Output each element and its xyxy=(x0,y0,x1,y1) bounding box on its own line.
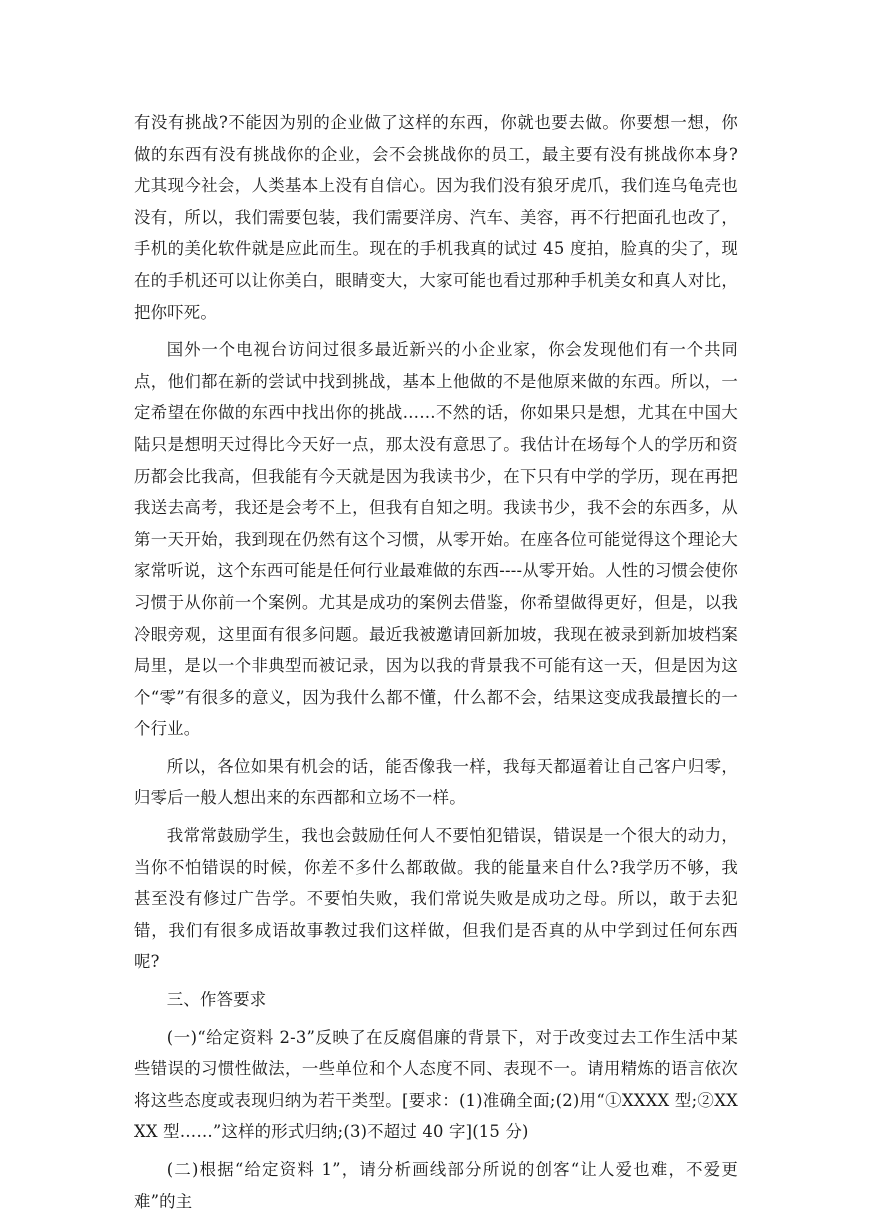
paragraph-challenge-continuation: 有没有挑战?不能因为别的企业做了这样的东西，你就也要去做。你要想一想，你做的东西有没有挑战你的企业，会不会挑战你的员工，最主要有没有挑战你本身?尤其现今社会，人类基本上没有自信心。因为我们没有狼牙虎爪，我们连乌龟壳也没有，所以，我们需要包装，我们需要洋房、汽车、美容，再不行把面孔也改了，手机的美化软件就是应此而生。现在的手机我真的试过 45 度拍，脸真的尖了，现在的手机还可以让你美白，眼睛变大，大家可能也看过那种手机美女和真人对比，把你吓死。 xyxy=(134,113,738,322)
question-two: (二)根据“给定资料 1”，请分析画线部分所说的创客“让人爱也难，不爱更难”的主 xyxy=(134,1160,738,1211)
question-one: (一)“给定资料 2-3”反映了在反腐倡廉的背景下，对于改变过去工作生活中某些错误的习惯性做法，一些单位和个人态度不同、表现不一。请用精炼的语言依次将这些态度或表现归纳为若干类型。[要求：(1)准确全面;(2)用“①XXXX 型;②XXXX 型……”这样的形式归纳;(3)不超过 40 字](15 分) xyxy=(134,1027,738,1142)
paragraph-start-from-zero: 国外一个电视台访问过很多最近新兴的小企业家，你会发现他们有一个共同点，他们都在新的尝试中找到挑战，基本上他做的不是他原来做的东西。所以，一定希望在你做的东西中找出你的挑战……不然的话，你如果只是想，尤其在中国大陆只是想明天过得比今天好一点，那太没有意思了。我估计在场每个人的学历和资历都会比我高，但我能有今天就是因为我读书少，在下只有中学的学历，现在再把我送去高考，我还是会考不上，但我有自知之明。我读书少，我不会的东西多，从第一天开始，我到现在仍然有这个习惯，从零开始。在座各位可能觉得这个理论大家常听说，这个东西可能是任何行业最难做的东西----从零开始。人性的习惯会使你习惯于从你前一个案例。尤其是成功的案例去借鉴，你希望做得更好，但是，以我冷眼旁观，这里面有很多问题。最近我被邀请回新加坡，我现在被录到新加坡档案局里，是以一个非典型而被记录，因为以我的背景我不可能有这一天，但是因为这个“零”有很多的意义，因为我什么都不懂，什么都不会，结果这变成我最擅长的一个行业。 xyxy=(134,340,738,739)
paragraph-dont-fear-mistakes: 我常常鼓励学生，我也会鼓励任何人不要怕犯错误，错误是一个很大的动力，当你不怕错误的时候，你差不多什么都敢做。我的能量来自什么?我学历不够，我甚至没有修过广告学。不要怕失败，我们常说失败是成功之母。所以，敢于去犯错，我们有很多成语故事教过我们这样做，但我们是否真的从中学到过任何东西呢? xyxy=(134,826,738,972)
section-heading-answer-requirements: 三、作答要求 xyxy=(166,990,267,1010)
document-body xyxy=(134,107,738,1217)
paragraph-reset-to-zero: 所以，各位如果有机会的话，能否像我一样，我每天都逼着让自己客户归零，归零后一般人想出来的东西都和立场不一样。 xyxy=(134,756,738,808)
